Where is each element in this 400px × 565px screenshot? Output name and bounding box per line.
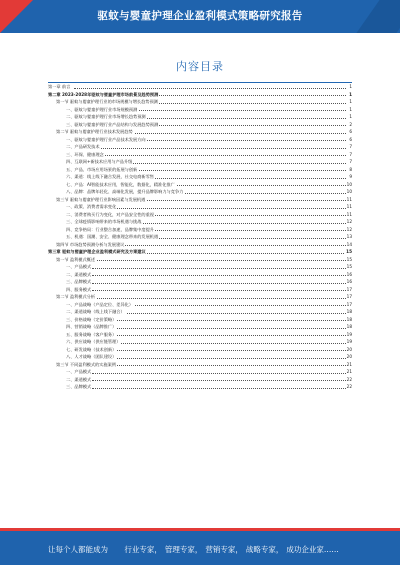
toc-entry[interactable] bbox=[48, 233, 352, 241]
toc-entry-page: 1 bbox=[349, 114, 352, 119]
toc-leader-dots bbox=[82, 260, 346, 261]
toc-entry-label: 第一章 前言 bbox=[48, 84, 71, 89]
toc-entry[interactable] bbox=[48, 166, 352, 174]
toc-leader-dots bbox=[92, 335, 346, 336]
toc-leader-dots bbox=[92, 313, 346, 314]
toc-entry-page: 19 bbox=[346, 339, 352, 344]
toc-entry-page: 21 bbox=[346, 369, 352, 374]
toc-entry[interactable] bbox=[48, 158, 352, 166]
toc-entry-page: 1 bbox=[349, 84, 352, 89]
toc-entry-page: 11 bbox=[346, 211, 352, 217]
footer-slogan bbox=[48, 544, 342, 555]
toc-entry[interactable] bbox=[48, 278, 352, 286]
toc-entry[interactable] bbox=[48, 83, 352, 91]
toc-leader-dots bbox=[92, 350, 346, 351]
toc-entry[interactable] bbox=[48, 203, 352, 211]
toc-entry-page: 11 bbox=[346, 196, 352, 202]
toc-entry-label: 八、人才战略（团队建设） bbox=[66, 354, 117, 359]
toc-entry[interactable] bbox=[48, 316, 352, 324]
toc-entry-label: 三、品牌模式 bbox=[66, 384, 92, 389]
slogan-role: 战略专家， bbox=[245, 545, 284, 554]
toc-entry-page: 6 bbox=[349, 136, 352, 142]
toc-entry[interactable] bbox=[48, 226, 352, 234]
slogan-role: 营销专家， bbox=[205, 545, 243, 554]
toc-entry[interactable] bbox=[48, 98, 352, 106]
toc-entry-label: 三、价格战略（定价策略） bbox=[66, 316, 117, 322]
toc-leader-dots bbox=[92, 373, 346, 374]
toc-entry-label: 六、供应战略（供应链管理） bbox=[66, 339, 121, 344]
toc-entry-label: 三、全球疫情影响带来的市场机遇与挑战 bbox=[66, 219, 142, 224]
toc-entry-page: 2 bbox=[349, 121, 352, 127]
toc-entry[interactable] bbox=[48, 293, 352, 301]
toc-entry-label: 五、服务战略（客户服务） bbox=[66, 331, 117, 337]
toc-entry-page: 16 bbox=[346, 271, 352, 277]
toc-entry[interactable] bbox=[48, 173, 352, 181]
toc-entry-label: 五、产品、市场应用场景的拓展与创新 bbox=[66, 166, 138, 172]
toc-entry-label: 一、产品模式 bbox=[66, 264, 92, 269]
slogan-role: 管理专家， bbox=[164, 545, 203, 554]
toc-entry[interactable] bbox=[48, 121, 352, 129]
toc-entry[interactable] bbox=[48, 113, 352, 121]
toc-entry-label: 八、品牌：品牌年轻化、高端化发展，提升品牌影响力与竞争力 bbox=[66, 189, 184, 194]
toc-leader-dots bbox=[74, 88, 346, 89]
toc-entry[interactable] bbox=[48, 211, 352, 219]
toc-entry-label: 四、营销战略（品牌推广） bbox=[66, 324, 117, 329]
toc-entry-page: 21 bbox=[346, 361, 352, 367]
toc-entry-page: 22 bbox=[346, 376, 352, 382]
slogan-lead: 让每个人都能成为 bbox=[48, 545, 108, 554]
toc-entry-label: 二、渠道模式 bbox=[66, 271, 92, 277]
toc-entry-page: 20 bbox=[346, 346, 352, 352]
toc-entry[interactable] bbox=[48, 188, 352, 196]
toc-entry[interactable] bbox=[48, 181, 352, 189]
toc-entry-label: 第二节 驱蚊与婴童护理行业技术发展趋势 bbox=[56, 129, 133, 134]
toc-entry-page: 16 bbox=[346, 279, 352, 284]
toc-entry[interactable] bbox=[48, 383, 352, 391]
toc-entry-label: 四、竞争格局：行业整合加速，品牌集中度提升 bbox=[66, 226, 154, 232]
toc-entry-label: 第一节 驱蚊与婴童护理行业的市场规模与增长趋势预测 bbox=[56, 99, 158, 104]
toc-entry[interactable] bbox=[48, 128, 352, 136]
toc-entry-page: 7 bbox=[349, 159, 352, 164]
toc-entry[interactable] bbox=[48, 346, 352, 354]
toc-entry-label: 一、驱蚊与婴童护理行业市场规模预测 bbox=[66, 106, 138, 112]
toc-entry-label: 第三章 驱蚊与婴童护理企业盈利模式研究及方案建议 bbox=[48, 249, 146, 254]
toc-entry-page: 18 bbox=[346, 316, 352, 322]
toc-leader-dots bbox=[92, 290, 346, 291]
report-title: 驱蚊与婴童护理企业盈利模式策略研究报告 bbox=[97, 10, 303, 22]
toc-entry[interactable] bbox=[48, 263, 352, 271]
toc-entry-label: 第一节 盈利模式概述 bbox=[56, 256, 96, 262]
toc-entry-page: 19 bbox=[346, 331, 352, 337]
toc-entry-page: 17 bbox=[346, 294, 352, 299]
toc-entry[interactable] bbox=[48, 323, 352, 331]
toc-entry[interactable] bbox=[48, 361, 352, 369]
toc-leader-dots bbox=[92, 320, 346, 321]
toc-entry[interactable] bbox=[48, 218, 352, 226]
toc-entry-page: 8 bbox=[349, 166, 352, 172]
toc-entry-label: 一、产品模式 bbox=[66, 369, 92, 374]
toc-entry-label: 二、产品研发技术 bbox=[66, 144, 100, 149]
toc-leader-dots bbox=[92, 388, 346, 389]
toc-entry-label: 六、渠道：线上线下融合发展，社交电商新零售 bbox=[66, 174, 154, 179]
toc-leader-dots bbox=[92, 343, 346, 344]
toc-entry[interactable] bbox=[48, 151, 352, 159]
toc-entry-label: 二、渠道模式 bbox=[66, 376, 92, 382]
toc-entry-page: 15 bbox=[346, 264, 352, 269]
toc-entry[interactable] bbox=[48, 331, 352, 339]
toc-entry-page: 12 bbox=[346, 219, 352, 224]
toc-leader-dots bbox=[92, 208, 346, 209]
toc-entry[interactable] bbox=[48, 271, 352, 279]
toc-entry-label: 第四节 市场趋势预测分析与发展建议 bbox=[56, 241, 125, 247]
slogan-role: 成功企业家…… bbox=[286, 545, 339, 554]
toc-entry-page: 9 bbox=[349, 174, 352, 179]
toc-entry-label: 三、环保、健康理念 bbox=[66, 151, 104, 157]
toc-entry-page: 14 bbox=[346, 241, 352, 247]
toc-entry[interactable] bbox=[48, 241, 352, 249]
toc-entry-page: 10 bbox=[346, 189, 352, 194]
toc-entry-page: 13 bbox=[346, 234, 352, 239]
toc-entry-label: 第三节 驱蚊与婴童护理行业影响因素与发展机遇 bbox=[56, 196, 146, 202]
toc-entry-label: 一、驱蚊与婴童护理行业产品技术发展方向 bbox=[66, 136, 146, 142]
toc-entry-page: 6 bbox=[349, 129, 352, 134]
table-of-contents bbox=[48, 82, 352, 391]
toc-entry-page: 12 bbox=[346, 226, 352, 232]
slogan-role: 行业专家， bbox=[124, 545, 162, 554]
toc-entry-label: 一、政策、消费者需求变化 bbox=[66, 204, 117, 209]
toc-entry[interactable] bbox=[48, 286, 352, 294]
toc-entry-label: 第二章 2023-2028年驱蚊与婴童护理市场前景及趋势预测 bbox=[48, 91, 159, 97]
toc-entry-label: 二、渠道战略（线上线下融合） bbox=[66, 309, 125, 314]
toc-entry[interactable] bbox=[48, 308, 352, 316]
toc-entry-label: 三、品牌模式 bbox=[66, 279, 92, 284]
toc-entry[interactable] bbox=[48, 301, 352, 309]
toc-entry-label: 第二节 盈利模式分析 bbox=[56, 294, 96, 299]
toc-entry-label: 三、驱蚊与婴童护理行业产品结构与发展趋势预测 bbox=[66, 121, 159, 127]
toc-entry-label: 二、消费者购买行为变化，对产品安全性的重视 bbox=[66, 211, 154, 217]
toc-entry-page: 15 bbox=[346, 249, 352, 254]
toc-entry[interactable] bbox=[48, 353, 352, 361]
toc-entry-label: 七、产品：AI智能技术应用，智能化，数据化，精准化推广 bbox=[66, 181, 175, 187]
toc-entry-page: 1 bbox=[349, 91, 352, 97]
toc-entry[interactable] bbox=[48, 376, 352, 384]
toc-entry[interactable] bbox=[48, 368, 352, 376]
toc-heading: 内容目录 bbox=[176, 60, 224, 73]
toc-entry[interactable] bbox=[48, 106, 352, 114]
toc-leader-dots bbox=[92, 283, 346, 284]
toc-entry[interactable] bbox=[48, 143, 352, 151]
toc-entry-label: 二、驱蚊与婴童护理行业市场增长趋势预测 bbox=[66, 114, 146, 119]
toc-entry[interactable] bbox=[48, 248, 352, 256]
toc-entry-label: 一、产品战略（产品定位、差异化） bbox=[66, 301, 134, 307]
toc-entry[interactable] bbox=[48, 136, 352, 144]
toc-entry-page: 7 bbox=[349, 144, 352, 149]
toc-entry-page: 17 bbox=[346, 301, 352, 307]
header-banner bbox=[0, 0, 400, 33]
toc-entry[interactable] bbox=[48, 91, 352, 99]
toc-leader-dots bbox=[92, 275, 346, 276]
toc-entry-label: 第三节 不同盈利模式的实施案例 bbox=[56, 361, 116, 367]
toc-entry-page: 20 bbox=[346, 354, 352, 359]
toc-entry-label: 四、互联网+新技术应用与产品升级 bbox=[66, 159, 133, 164]
footer-banner bbox=[0, 528, 400, 565]
toc-entry-label: 七、研发战略（技术创新） bbox=[66, 346, 117, 352]
toc-leader-dots bbox=[82, 298, 346, 299]
toc-entry-label: 四、服务模式 bbox=[66, 286, 92, 292]
footer-red-bar bbox=[0, 528, 400, 531]
toc-leader-dots bbox=[92, 155, 346, 156]
toc-leader-dots bbox=[92, 328, 346, 329]
toc-leader-dots bbox=[92, 380, 346, 381]
toc-entry-page: 18 bbox=[346, 309, 352, 314]
toc-entry-page: 17 bbox=[346, 286, 352, 292]
toc-entry-page: 18 bbox=[346, 324, 352, 329]
toc-entry-label: 五、机遇：国潮、安全、健康理念带来的发展机遇 bbox=[66, 234, 159, 239]
toc-entry[interactable] bbox=[48, 338, 352, 346]
toc-entry-page: 22 bbox=[346, 384, 352, 389]
toc-entry-page: 11 bbox=[346, 204, 352, 209]
toc-leader-dots bbox=[82, 365, 346, 366]
toc-leader-dots bbox=[92, 268, 346, 269]
toc-entry-page: 7 bbox=[349, 151, 352, 157]
toc-entry-page: 10 bbox=[346, 181, 352, 187]
toc-entry-page: 1 bbox=[349, 99, 352, 104]
toc-leader-dots bbox=[92, 148, 346, 149]
toc-entry-page: 15 bbox=[346, 256, 352, 262]
toc-entry[interactable] bbox=[48, 256, 352, 264]
toc-entry[interactable] bbox=[48, 196, 352, 204]
toc-entry-page: 1 bbox=[349, 106, 352, 112]
toc-leader-dots bbox=[92, 358, 346, 359]
